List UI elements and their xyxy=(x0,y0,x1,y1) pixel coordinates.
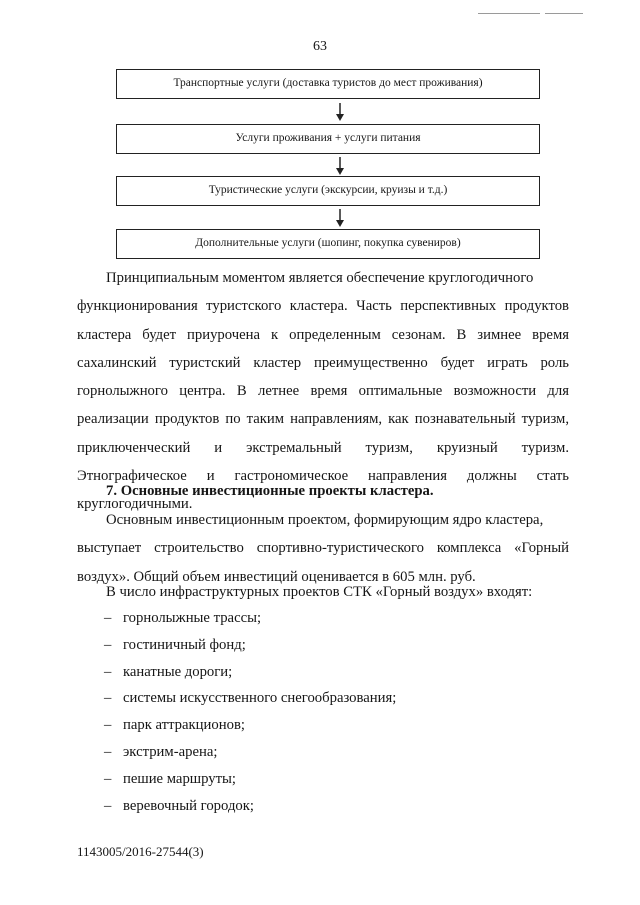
flowchart-arrow-down-icon xyxy=(333,157,347,175)
flowchart-box-tourist-services: Туристические услуги (экскурсии, круизы и т.д.) xyxy=(116,176,540,206)
list-item-text: пешие маршруты; xyxy=(123,770,236,787)
paragraph-first-line: Основным инвестиционным проектом, формирующим ядро кластера, xyxy=(106,512,544,528)
list-item xyxy=(104,766,396,793)
list-item xyxy=(104,659,396,686)
list-dash: – xyxy=(104,717,112,734)
document-registration-number: 1143005/2016-27544(3) xyxy=(77,844,204,859)
list-item-text: горнолыжные трассы; xyxy=(123,610,262,626)
list-intro xyxy=(77,578,569,606)
scan-mark-top-right-short xyxy=(545,13,583,14)
list-item-text: канатные дороги; xyxy=(123,663,233,680)
list-item-text: парк аттракционов; xyxy=(123,717,245,734)
flowchart-box-accommodation: Услуги проживания + услуги питания xyxy=(116,124,540,154)
list-item xyxy=(104,685,396,712)
page-number: 63 xyxy=(313,39,327,54)
paragraph-first-line: Принципиальным моментом является обеспечение круглогодичного xyxy=(106,270,534,286)
list-dash: – xyxy=(104,690,112,707)
list-dash: – xyxy=(104,770,112,787)
flowchart-arrow-down-icon xyxy=(333,209,347,227)
list-dash: – xyxy=(104,663,112,680)
list-item-text: экстрим-арена; xyxy=(123,743,218,760)
paragraph-body: выступает строительство спортивно-туристического комплекса «Горный воздух». Общий объем инвестиций оценивается в 605 млн. руб. xyxy=(77,540,569,585)
list-dash: – xyxy=(104,743,112,760)
list-dash: – xyxy=(104,797,112,814)
scan-mark-top-right-long xyxy=(478,13,540,14)
flowchart-arrow-down-icon xyxy=(333,103,347,121)
list-item xyxy=(104,793,396,820)
list-item-text: системы искусственного снегообразования; xyxy=(123,690,397,707)
section-heading: 7. Основные инвестиционные проекты кластера. xyxy=(106,483,434,499)
list-intro-text: В число инфраструктурных проектов СТК «Горный воздух» входят: xyxy=(106,584,533,600)
list-item-text: гостиничный фонд; xyxy=(123,636,246,653)
list-item xyxy=(104,712,396,739)
list-dash: – xyxy=(104,610,112,626)
list-item xyxy=(104,739,396,766)
flowchart-box-transport: Транспортные услуги (доставка туристов до мест проживания) xyxy=(116,69,540,99)
list-item-text: веревочный городок; xyxy=(123,797,254,814)
list-item xyxy=(104,632,396,659)
paragraph-body: функционирования туристского кластера. Часть перспективных продуктов кластера будет приурочена к определенным сезонам. В зимнее время сахалинский туристский кластер преимущественно будет играть роль горнолыжного центра. В летнее время оптимальные возможности для реализации продуктов по таким направлениям, как познавательный туризм, приключенческий и экстремальный туризм, круизный туризм. Этнографическое и гастрономическое направления должны стать круглогодичными. xyxy=(77,298,569,513)
list-item xyxy=(104,605,396,632)
infrastructure-project-list xyxy=(104,605,396,819)
list-dash: – xyxy=(104,636,112,653)
flowchart-box-additional-services: Дополнительные услуги (шопинг, покупка сувениров) xyxy=(116,229,540,259)
